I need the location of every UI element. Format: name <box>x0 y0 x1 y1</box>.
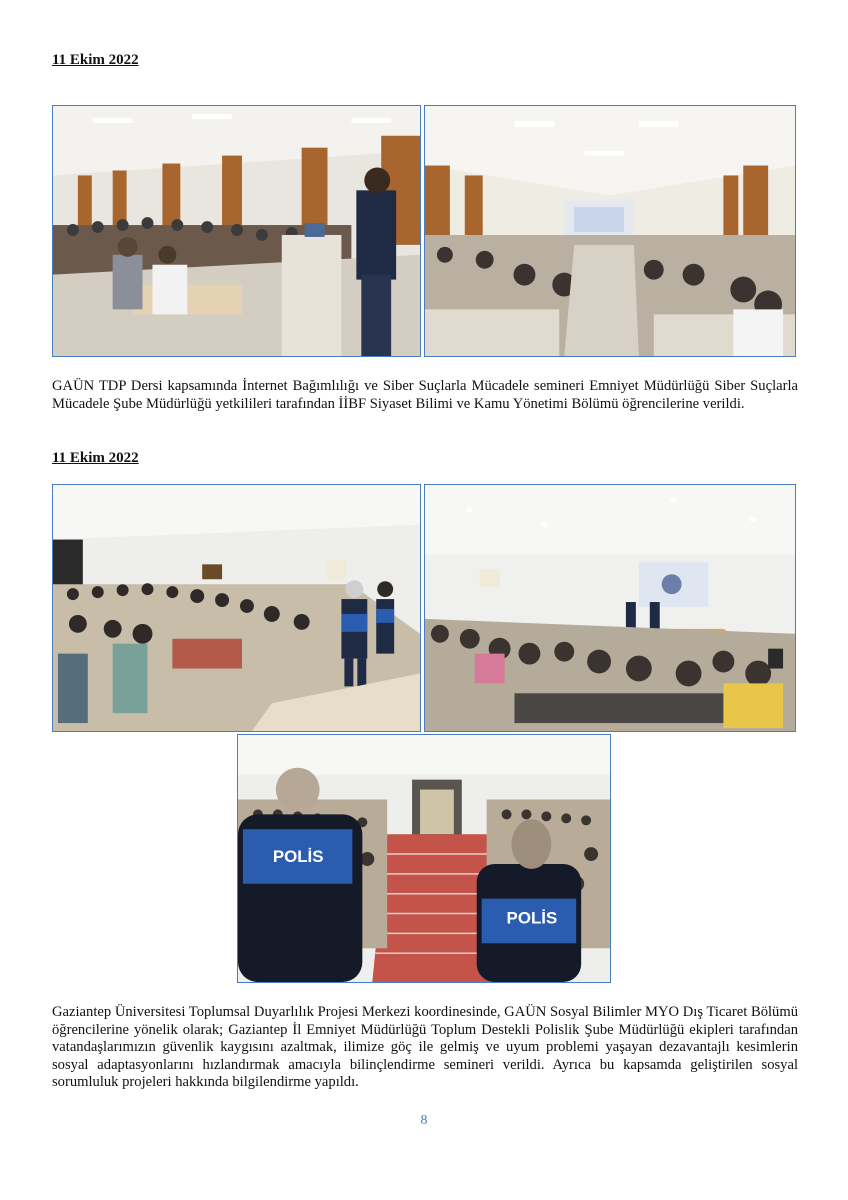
polis-badge-right: POLİS <box>506 908 558 928</box>
polis-badge-left: POLİS <box>272 846 324 866</box>
page-number: 8 <box>420 1113 428 1128</box>
police-officers-addressing-students-photo <box>52 484 421 732</box>
seminar-lecture-hall-speaker-photo <box>52 105 421 357</box>
polis-officers-back-view-photo <box>237 734 611 983</box>
section-1-date-heading: 11 Ekim 2022 <box>52 52 139 68</box>
section-2-description: Gaziantep Üniversitesi Toplumsal Duyarlılık Projesi Merkezi koordinesinde, GAÜN Sosyal Bilimler MYO Dış Ticaret Bölümü öğrencilerine yönelik olarak; Gaziantep İl Emniyet Müdürlüğü Toplum Destekli Polislik Şube Müdürlüğü ekipleri tarafından vatandaşlarımızın güvenlik kaygısını azaltmak, ilimize göç ile gelmiş ve uyum problemi yaşayan dezavantajlı kesimlerin sosyal adaptasyonlarını hızlandırmak amacıyla bilinçlendirme semineri verildi. Ayrıca bu kapsamda geliştirilen sosyal sorumluluk projeleri hakkında bilgilendirme yapıldı. <box>52 1004 798 1091</box>
seminar-hall-wide-view-photo <box>424 105 796 357</box>
section-1-description: GAÜN TDP Dersi kapsamında İnternet Bağımlılığı ve Siber Suçlarla Mücadele semineri Emniyet Müdürlüğü Siber Suçlarla Mücadele Şube Müdürlüğü yetkilileri tarafından İİBF Siyaset Bilimi ve Kamu Yönetimi Bölümü öğrencilerine verildi. <box>52 378 798 412</box>
auditorium-with-projection-photo <box>424 484 796 732</box>
section-2-date-heading: 11 Ekim 2022 <box>52 450 139 466</box>
